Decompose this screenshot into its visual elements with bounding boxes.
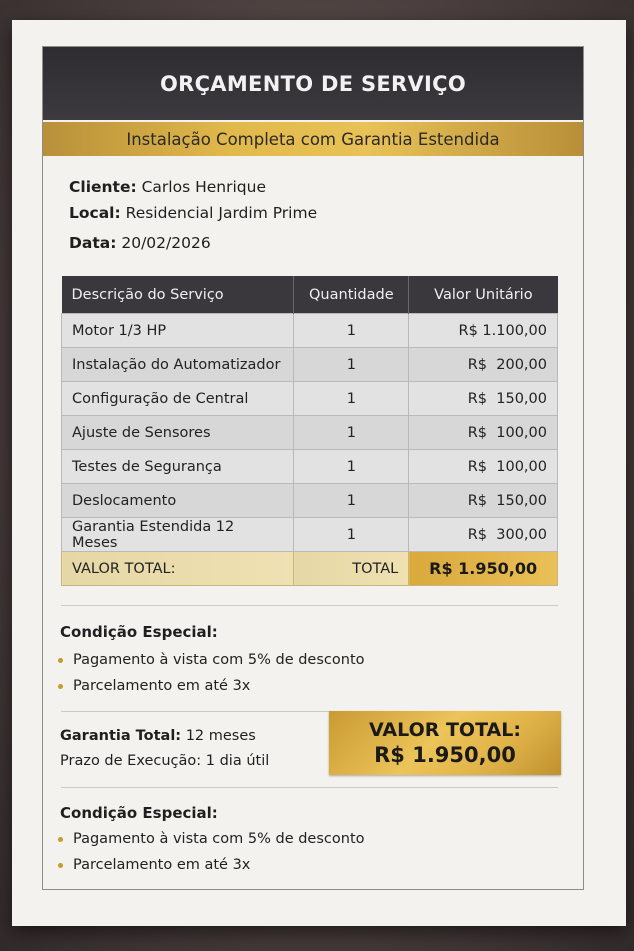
column-header-unit-price: Valor Unitário [409,276,558,314]
condition-text: Pagamento à vista com 5% de desconto [73,652,365,668]
list-item [58,852,365,878]
cell-unit-price: R$ 150,00 [409,484,558,518]
list-item [58,647,365,673]
divider [61,605,558,606]
warranty-row [60,728,256,744]
cell-quantity: 1 [294,450,409,484]
cell-unit-price: R$ 300,00 [409,518,558,552]
condition-text: Parcelamento em até 3x [73,857,251,873]
cell-description: Configuração de Central [62,382,294,416]
warranty-value: 12 meses [185,728,256,744]
client-value: Carlos Henrique [141,178,266,196]
date-row [69,234,211,252]
table-header-row [62,276,558,314]
cell-unit-price: R$ 1.100,00 [409,314,558,348]
cell-unit-price: R$ 100,00 [409,416,558,450]
table-row [62,416,558,450]
special-condition-list [58,647,365,699]
table-row [62,382,558,416]
location-value: Residencial Jardim Prime [125,204,318,222]
special-condition-title: Condição Especial: [60,623,218,641]
condition-text: Pagamento à vista com 5% de desconto [73,831,365,847]
total-value-box [329,711,561,775]
page-subtitle: Instalação Completa com Garantia Estendida [43,122,583,156]
cell-description: Instalação do Automatizador [62,348,294,382]
total-label: VALOR TOTAL: [62,552,294,586]
cell-quantity: 1 [294,416,409,450]
cell-description: Testes de Segurança [62,450,294,484]
table-row [62,314,558,348]
date-value: 20/02/2026 [121,234,211,252]
special-condition-list [58,826,365,878]
execution-time-row [60,753,269,769]
bullet-icon [58,863,63,868]
list-item [58,826,365,852]
column-header-quantity: Quantidade [294,276,409,314]
page-title: ORÇAMENTO DE SERVIÇO [43,47,583,120]
bullet-icon [58,837,63,842]
special-condition-title: Condição Especial: [60,804,218,822]
cell-unit-price: R$ 150,00 [409,382,558,416]
quote-paper [12,20,626,926]
total-box-label: VALOR TOTAL: [369,718,521,741]
client-label: Cliente: [69,178,137,196]
cell-unit-price: R$ 200,00 [409,348,558,382]
table-row [62,518,558,552]
cell-quantity: 1 [294,484,409,518]
list-item [58,673,365,699]
bullet-icon [58,658,63,663]
cell-quantity: 1 [294,518,409,552]
cell-description: Ajuste de Sensores [62,416,294,450]
date-label: Data: [69,234,117,252]
bullet-icon [58,684,63,689]
table-row [62,348,558,382]
cell-description: Motor 1/3 HP [62,314,294,348]
cell-quantity: 1 [294,348,409,382]
column-header-description: Descrição do Serviço [62,276,294,314]
table-row [62,484,558,518]
total-middle-label: TOTAL [294,552,409,586]
total-box-value: R$ 1.950,00 [374,742,516,767]
location-row [69,204,317,222]
total-value: R$ 1.950,00 [409,552,558,586]
cell-quantity: 1 [294,314,409,348]
cell-quantity: 1 [294,382,409,416]
client-row [69,178,266,196]
warranty-label: Garantia Total: [60,728,182,744]
cell-description: Deslocamento [62,484,294,518]
location-label: Local: [69,204,121,222]
execution-time-value: 1 dia útil [205,753,270,769]
execution-time-label: Prazo de Execução: [60,753,202,769]
condition-text: Parcelamento em até 3x [73,678,251,694]
divider [61,787,558,788]
table-total-row [62,552,558,586]
cell-unit-price: R$ 100,00 [409,450,558,484]
divider [61,711,329,712]
table-row [62,450,558,484]
services-table [61,276,558,586]
quote-frame [42,46,584,890]
cell-description: Garantia Estendida 12 Meses [62,518,294,552]
